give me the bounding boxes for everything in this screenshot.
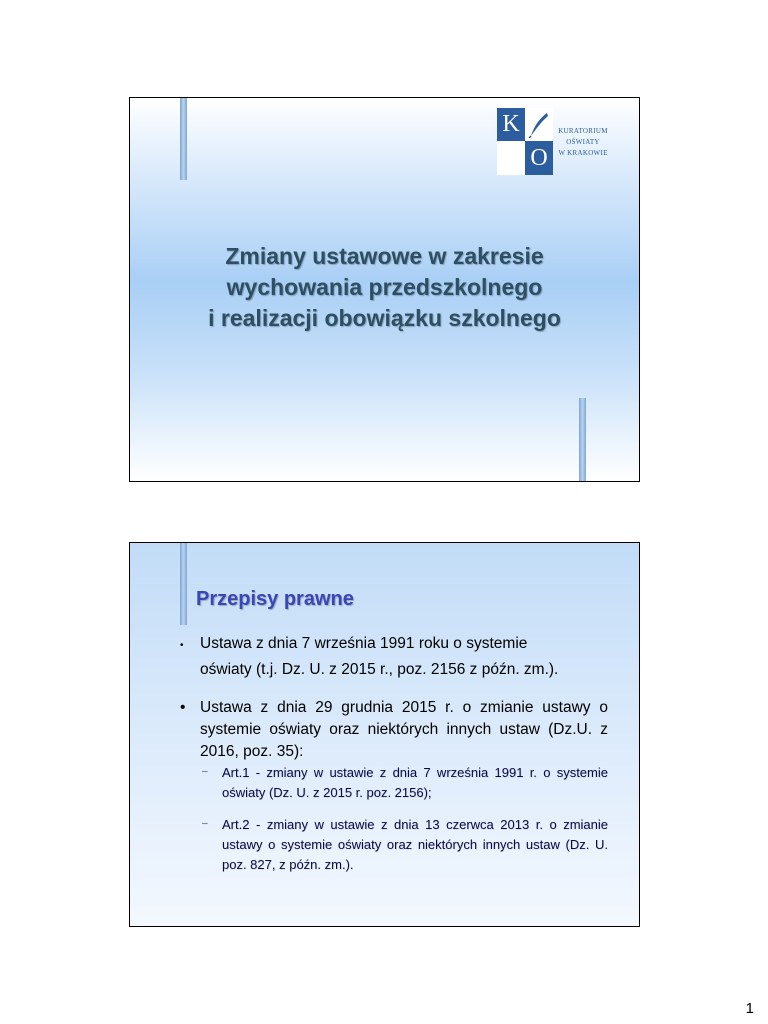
logo-blank-cell (497, 141, 525, 175)
logo-text-line2: OŚWIATY (566, 138, 600, 146)
slide-1-title (150, 241, 619, 334)
sub-item-1-text: Art.1 - zmiany w ustawie z dnia 7 września 1991 r. o systemie oświaty (Dz. U. z 2015 r. poz. 2156); (222, 765, 608, 800)
slide-2 (129, 542, 640, 927)
logo-text-line1: KURATORIUM (558, 127, 608, 135)
decorative-bar-top (180, 98, 187, 180)
sub-item-2-text: Art.2 - zmiany w ustawie z dnia 13 czerwca 2013 r. o zmianie ustawy o systemie oświaty oraz niektórych innych ustaw (Dz. U. poz. 827, z późn. zm.). (222, 817, 608, 872)
decorative-bar-top (180, 543, 187, 625)
logo-letter-o: O (525, 141, 553, 175)
slide-1 (129, 97, 640, 482)
logo-text (555, 126, 611, 159)
page-number: 1 (745, 1000, 754, 1017)
sub-list-item (170, 763, 608, 803)
list-item (170, 697, 608, 763)
bullet: • (180, 699, 186, 716)
bullet: • (180, 640, 184, 651)
title-line-2: wychowania przedszkolnego (226, 274, 543, 300)
slide-2-content (170, 633, 608, 875)
logo-mark (497, 108, 553, 175)
sub-list-item (170, 815, 608, 875)
quill-icon (525, 108, 553, 141)
title-line-1: Zmiany ustawowe w zakresie (225, 243, 544, 269)
slide-2-title: Przepisy prawne (196, 588, 354, 610)
logo-text-line3: W KRAKOWIE (558, 149, 608, 157)
item-1-line-2: oświaty (t.j. Dz. U. z 2015 r., poz. 2156 z późn. zm.). (200, 661, 559, 678)
dash: – (202, 818, 208, 829)
item-2-text: Ustawa z dnia 29 grudnia 2015 r. o zmianie ustawy o systemie oświaty oraz niektórych innych ustaw (Dz.U. z 2016, poz. 35): (200, 699, 608, 760)
item-1-line-1: Ustawa z dnia 7 września 1991 roku o systemie (200, 635, 528, 652)
title-line-3: i realizacji obowiązku szkolnego (208, 305, 561, 331)
decorative-bar-bottom (579, 398, 586, 481)
list-item (170, 633, 608, 681)
dash: – (202, 766, 208, 777)
logo-letter-k: K (497, 108, 525, 141)
kuratorium-logo (497, 108, 609, 175)
